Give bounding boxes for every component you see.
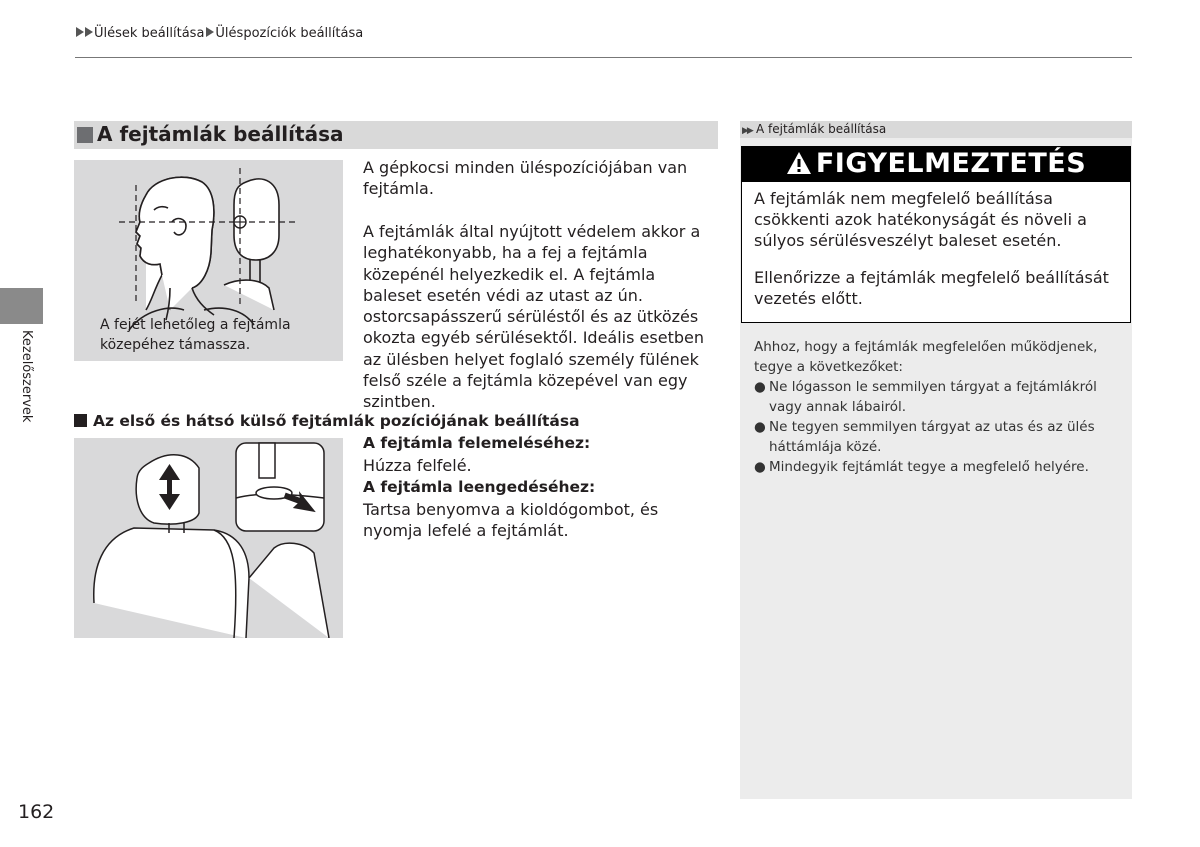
breadcrumb-item-seat-positions[interactable]: Üléspozíciók beállítása xyxy=(215,26,364,41)
chapter-tab xyxy=(0,288,43,324)
raise-heading: A fejtámla felemeléséhez: xyxy=(363,434,591,452)
note-bullet-text: Ne lógasson le semmilyen tárgyat a fejtámlákról vagy annak lábairól. xyxy=(769,379,1097,415)
section-marker-icon xyxy=(77,127,93,143)
note-intro: Ahhoz, hogy a fejtámlák megfelelően működjenek, tegye a következőket: xyxy=(754,339,1098,375)
sidebar-reference xyxy=(740,121,1132,138)
subsection-title xyxy=(74,412,580,430)
warning-box xyxy=(741,182,1131,323)
warning-header xyxy=(741,146,1131,182)
bullet-icon: ● xyxy=(754,379,766,395)
header-rule xyxy=(75,57,1132,58)
reference-arrow-icon: ▶▶ xyxy=(742,126,752,136)
protection-paragraph: A fejtámlák által nyújtott védelem akkor a leghatékonyabb, ha a fej a fejtámla közepénél helyezkedik el. A fejtámla baleset esetén védi az utast az ún. ostorcsapásszerű sérüléstől és az ütközés okozta egyéb sérülésektől. Ideális esetben az ülésben helyet foglaló személy fülének felső széle a fejtámla közepével van egy szintben. xyxy=(363,222,704,412)
page-number: 162 xyxy=(18,801,55,823)
subsection-title-text: Az első és hátsó külső fejtámlák pozíciójának beállítása xyxy=(93,412,580,430)
breadcrumb-arrow-icon xyxy=(85,27,93,37)
chapter-label xyxy=(14,330,34,440)
head-alignment-figure xyxy=(74,160,343,361)
section-header xyxy=(74,121,718,149)
lower-heading: A fejtámla leengedéséhez: xyxy=(363,478,596,496)
intro-paragraph: A gépkocsi minden üléspozíciójában van fejtámla. xyxy=(363,158,688,199)
section-title: A fejtámlák beállítása xyxy=(97,122,344,146)
bullet-icon: ● xyxy=(754,419,766,435)
warning-title: FIGYELMEZTETÉS xyxy=(815,148,1087,179)
breadcrumb-item-seats[interactable]: Ülések beállítása xyxy=(94,26,205,41)
warning-text-2: Ellenőrizze a fejtámlák megfelelő beállítását vezetés előtt. xyxy=(754,268,1109,308)
headrest-adjust-illustration xyxy=(74,438,343,638)
subsection-marker-icon xyxy=(74,414,87,427)
figure-caption xyxy=(100,315,340,355)
bullet-icon: ● xyxy=(754,459,766,475)
sidebar-reference-title[interactable]: A fejtámlák beállítása xyxy=(756,122,887,136)
breadcrumb xyxy=(76,26,363,41)
headrest-adjust-figure xyxy=(74,438,343,638)
chapter-label-text: Kezelőszervek xyxy=(19,330,34,423)
note-bullet-text: Mindegyik fejtámlát tegye a megfelelő helyére. xyxy=(769,459,1089,475)
breadcrumb-arrow-icon xyxy=(76,27,84,37)
note-bullet-text: Ne tegyen semmilyen tárgyat az utas és az ülés háttámlája közé. xyxy=(769,419,1095,455)
warning-text-1: A fejtámlák nem megfelelő beállítása csökkenti azok hatékonyságát és növeli a súlyos sérülésveszélyt baleset esetén. xyxy=(754,189,1087,250)
figure-caption-line2: közepéhez támassza. xyxy=(100,337,251,353)
lower-text: Tartsa benyomva a kioldógombot, és nyomja lefelé a fejtámlát. xyxy=(363,500,659,541)
warning-triangle-icon xyxy=(786,151,812,175)
figure-caption-line1: A fejét lehetőleg a fejtámla xyxy=(100,317,291,333)
breadcrumb-arrow-icon xyxy=(206,27,214,37)
raise-text: Húzza felfelé. xyxy=(363,456,472,475)
